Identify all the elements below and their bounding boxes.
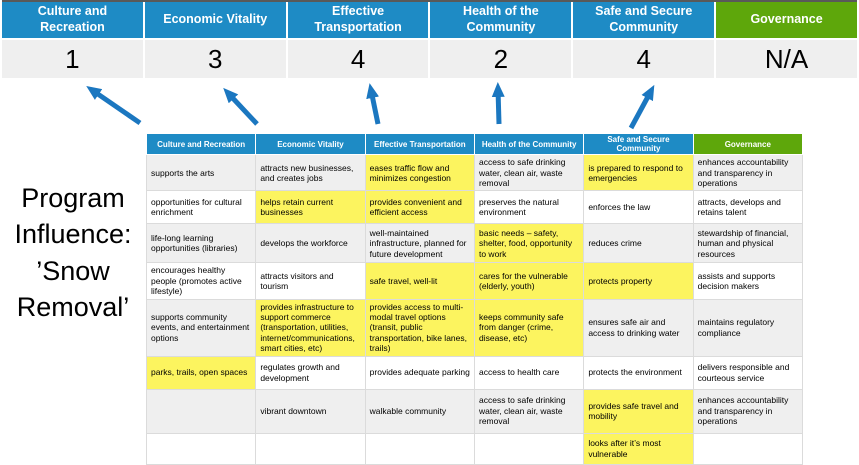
category-header-governance: Governance <box>716 2 857 38</box>
scoreboard-column <box>2 2 143 78</box>
matrix-cell: keeps community safe from danger (crime, disease, etc) <box>474 299 583 356</box>
matrix-cell: access to health care <box>474 356 583 389</box>
score-value: 4 <box>573 40 714 78</box>
score-value: 2 <box>430 40 571 78</box>
matrix-cell: provides access to multi-modal travel options (transit, public transportation, bike lanes, trails) <box>365 299 474 356</box>
scoreboard-column <box>716 2 857 78</box>
matrix-row <box>147 433 803 464</box>
matrix-cell <box>365 433 474 464</box>
matrix-cell: provides infrastructure to support commerce (transportation, utilities, internet/communications, smart cities, etc) <box>256 299 365 356</box>
matrix-cell: enhances accountability and transparency in operations <box>693 155 802 191</box>
influence-matrix <box>146 133 803 465</box>
arrow-up-icon <box>371 90 378 124</box>
matrix-cell: access to safe drinking water, clean air, waste removal <box>474 389 583 433</box>
matrix-cell: enforces the law <box>584 191 693 224</box>
score-value: N/A <box>716 40 857 78</box>
matrix-cell: is prepared to respond to emergencies <box>584 155 693 191</box>
scoreboard-column <box>573 2 714 78</box>
matrix-cell: regulates growth and development <box>256 356 365 389</box>
matrix-cell: maintains regulatory compliance <box>693 299 802 356</box>
influence-arrows <box>0 80 859 135</box>
matrix-cell: attracts new businesses, and creates jobs <box>256 155 365 191</box>
scoreboard-column <box>288 2 429 78</box>
matrix-cell: assists and supports decision makers <box>693 263 802 299</box>
score-value: 1 <box>2 40 143 78</box>
matrix-cell: reduces crime <box>584 224 693 263</box>
matrix-cell: safe travel, well-lit <box>365 263 474 299</box>
matrix-cell: develops the workforce <box>256 224 365 263</box>
matrix-cell: attracts, develops and retains talent <box>693 191 802 224</box>
matrix-cell <box>147 433 256 464</box>
matrix-cell: attracts visitors and tourism <box>256 263 365 299</box>
matrix-column-header: Health of the Community <box>474 134 583 155</box>
matrix-cell <box>693 433 802 464</box>
matrix-column-header: Governance <box>693 134 802 155</box>
program-title: Program Influence: ’Snow Removal’ <box>14 183 132 323</box>
matrix-row <box>147 191 803 224</box>
scoreboard <box>2 0 857 78</box>
matrix-row <box>147 389 803 433</box>
matrix-cell: delivers responsible and courteous service <box>693 356 802 389</box>
matrix-cell: protects property <box>584 263 693 299</box>
arrow-up-icon <box>631 91 651 128</box>
matrix-cell: cares for the vulnerable (elderly, youth) <box>474 263 583 299</box>
matrix-body <box>147 155 803 464</box>
arrow-up-icon <box>228 93 257 124</box>
matrix-cell: looks after it’s most vulnerable <box>584 433 693 464</box>
matrix-column-header: Economic Vitality <box>256 134 365 155</box>
category-header-transportation: Effective Transportation <box>288 2 429 38</box>
matrix-cell: supports the arts <box>147 155 256 191</box>
score-value: 4 <box>288 40 429 78</box>
matrix-cell: life-long learning opportunities (libraries) <box>147 224 256 263</box>
matrix-row <box>147 299 803 356</box>
matrix-cell: well-maintained infrastructure, planned for future development <box>365 224 474 263</box>
matrix-cell: provides convenient and efficient access <box>365 191 474 224</box>
arrow-up-icon <box>92 90 140 123</box>
matrix-cell: preserves the natural environment <box>474 191 583 224</box>
scoreboard-column <box>430 2 571 78</box>
matrix-header-row <box>147 134 803 155</box>
matrix-cell: parks, trails, open spaces <box>147 356 256 389</box>
arrow-up-icon <box>498 89 499 124</box>
matrix-cell <box>474 433 583 464</box>
matrix-row <box>147 356 803 389</box>
matrix-row <box>147 263 803 299</box>
matrix-cell: enhances accountability and transparency in operations <box>693 389 802 433</box>
matrix-cell: stewardship of financial, human and physical resources <box>693 224 802 263</box>
matrix-cell: basic needs – safety, shelter, food, opportunity to work <box>474 224 583 263</box>
scoreboard-column <box>145 2 286 78</box>
category-header-culture: Culture and Recreation <box>2 2 143 38</box>
category-header-safety: Safe and Secure Community <box>573 2 714 38</box>
matrix-cell: helps retain current businesses <box>256 191 365 224</box>
matrix-cell: opportunities for cultural enrichment <box>147 191 256 224</box>
matrix-cell: provides adequate parking <box>365 356 474 389</box>
matrix-cell: eases traffic flow and minimizes congestion <box>365 155 474 191</box>
matrix-cell <box>256 433 365 464</box>
matrix-cell: ensures safe air and access to drinking water <box>584 299 693 356</box>
matrix-cell: protects the environment <box>584 356 693 389</box>
matrix-cell: vibrant downtown <box>256 389 365 433</box>
category-header-economic: Economic Vitality <box>145 2 286 38</box>
matrix-cell: supports community events, and entertainment options <box>147 299 256 356</box>
category-header-health: Health of the Community <box>430 2 571 38</box>
score-value: 3 <box>145 40 286 78</box>
matrix-column-header: Culture and Recreation <box>147 134 256 155</box>
matrix-cell: provides safe travel and mobility <box>584 389 693 433</box>
matrix-cell: walkable community <box>365 389 474 433</box>
matrix-cell: access to safe drinking water, clean air, waste removal <box>474 155 583 191</box>
matrix-cell <box>147 389 256 433</box>
matrix-column-header: Effective Transportation <box>365 134 474 155</box>
matrix-row <box>147 155 803 191</box>
matrix-row <box>147 224 803 263</box>
matrix-column-header: Safe and Secure Community <box>584 134 693 155</box>
matrix-cell: encourages healthy people (promotes active lifestyle) <box>147 263 256 299</box>
